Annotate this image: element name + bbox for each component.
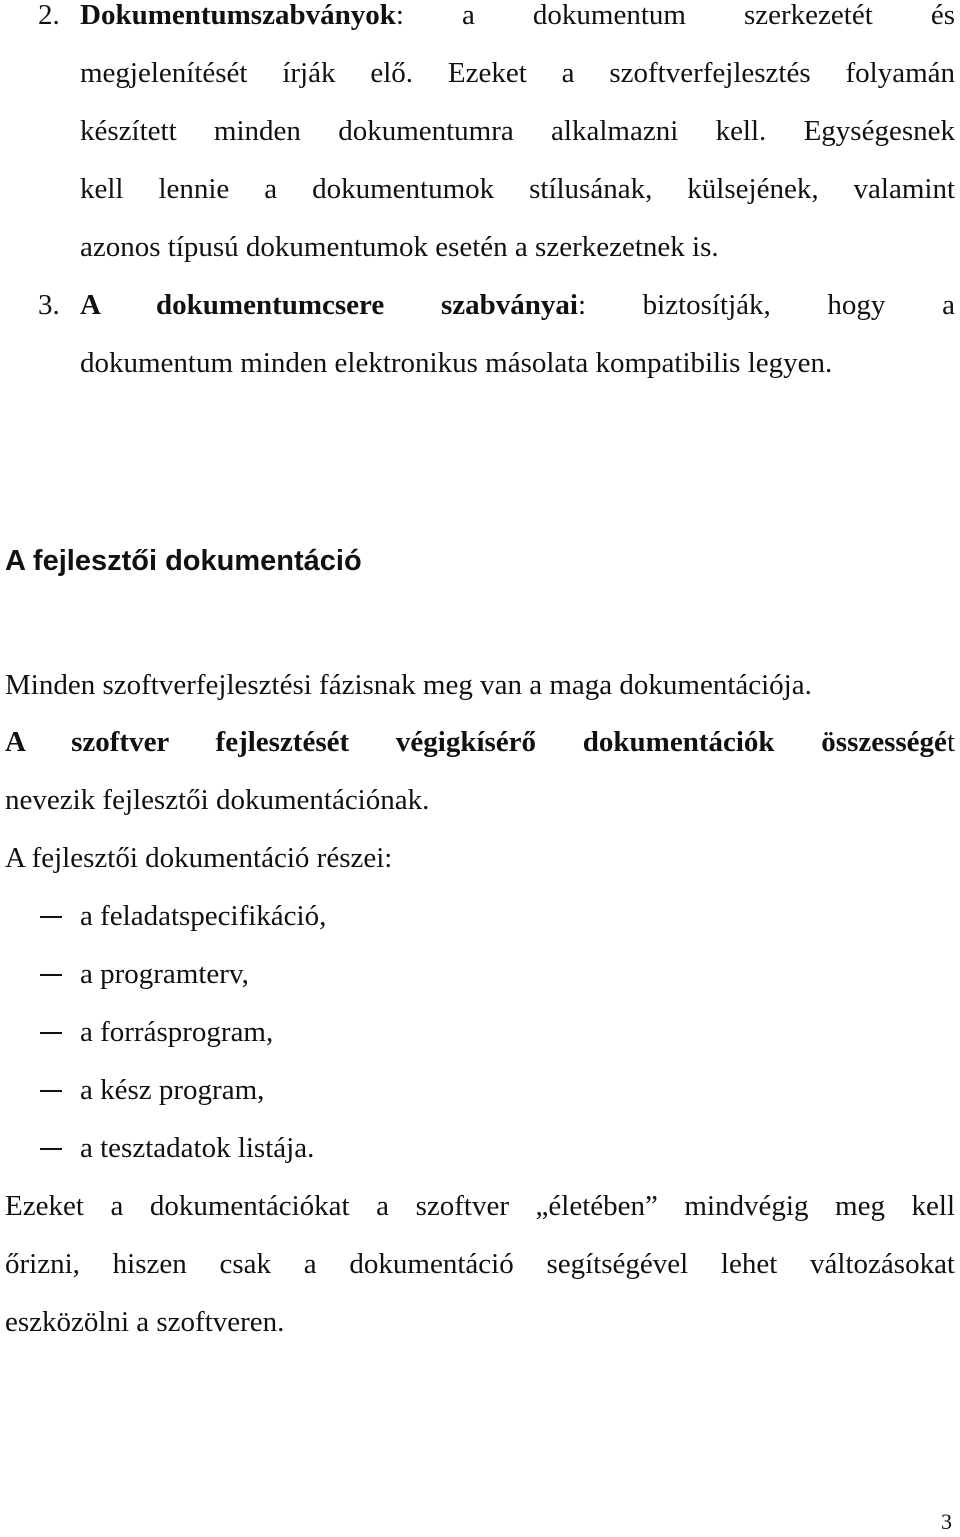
dash-bullet: [40, 1032, 62, 1034]
paragraph-2-line-1: [5, 725, 955, 759]
list-item: a forrásprogram,: [80, 1016, 274, 1048]
dash-bullet: [40, 1148, 62, 1150]
paragraph-2-line-2: nevezik fejlesztői dokumentációnak.: [5, 784, 430, 816]
item-2-line-4: kell lennie a dokumentumok stílusának, külsejének, valamint: [80, 173, 955, 205]
item-2-line-1: [80, 0, 955, 32]
parts-intro: A fejlesztői dokumentáció részei:: [5, 842, 393, 874]
dash-bullet: [40, 916, 62, 918]
item-3-term: A dokumentumcsere szabványai: [80, 289, 578, 321]
paragraph-1: Minden szoftverfejlesztési fázisnak meg van a maga dokumentációja.: [5, 669, 812, 701]
item-3-line-1-rest: : biztosítják, hogy a: [577, 289, 955, 321]
closing-line-2: őrizni, hiszen csak a dokumentáció segítségével lehet változásokat: [5, 1248, 955, 1280]
dash-bullet: [40, 974, 62, 976]
list-item: a feladatspecifikáció,: [80, 900, 327, 932]
page-number: 3: [941, 1509, 952, 1534]
list-item: a programterv,: [80, 958, 249, 990]
paragraph-2-bold-text: A szoftver fejlesztését végigkísérő dokumentációk összességé: [5, 726, 947, 758]
closing-line-1: Ezeket a dokumentációkat a szoftver „életében” mindvégig meg kell: [5, 1190, 955, 1222]
item-3-line-1: [80, 288, 955, 322]
paragraph-2-tail: t: [946, 726, 955, 758]
dash-bullet: [40, 1090, 62, 1092]
item-2-line-5: azonos típusú dokumentumok esetén a szerkezetnek is.: [80, 231, 719, 263]
list-item: a kész program,: [80, 1074, 265, 1106]
item-3-line-2: dokumentum minden elektronikus másolata kompatibilis legyen.: [80, 347, 833, 379]
item-2-line-1-rest: : a dokumentum szerkezetét és: [395, 0, 955, 31]
item-2-term: Dokumentumszabványok: [80, 0, 396, 31]
list-item: a tesztadatok listája.: [80, 1132, 315, 1164]
paragraph-2-bold: [5, 726, 947, 758]
section-heading: A fejlesztői dokumentáció: [5, 545, 362, 577]
item-2-line-3: készített minden dokumentumra alkalmazni kell. Egységesnek: [80, 115, 955, 147]
closing-line-3: eszközölni a szoftveren.: [5, 1306, 285, 1338]
item-3-number: 3.: [38, 289, 60, 321]
item-2-line-2: megjelenítését írják elő. Ezeket a szoftverfejlesztés folyamán: [80, 57, 955, 89]
item-2-number: 2.: [38, 0, 60, 31]
